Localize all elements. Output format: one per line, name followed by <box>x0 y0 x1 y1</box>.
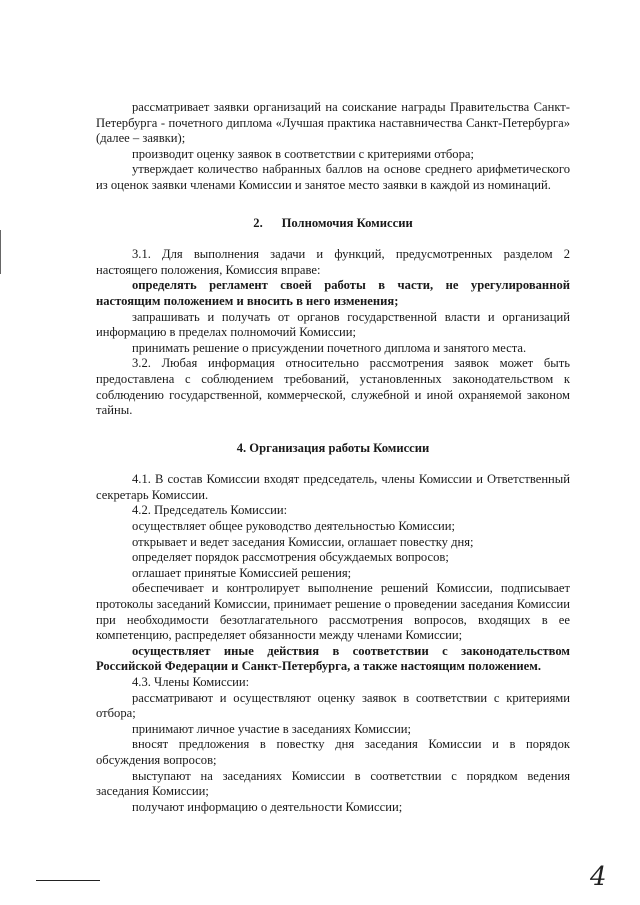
intro-paragraph-2: производит оценку заявок в соответствии с критериями отбора; <box>132 146 474 161</box>
page-number: 4 <box>590 862 607 892</box>
section-4-item: 4.3. Члены Комиссии: <box>132 675 250 689</box>
section-2-paragraph-1: 3.1. Для выполнения задачи и функций, предусмотренных разделом 2 настоящего положения, Комиссия вправе: <box>96 247 570 277</box>
section-4-item: вносят предложения в повестку дня заседания Комиссии и в порядок обсуждения вопросов; <box>96 737 570 767</box>
section-4-item: оглашает принятые Комиссией решения; <box>132 565 352 580</box>
section-4-item: выступают на заседаниях Комиссии в соответствии с порядком ведения заседания Комиссии; <box>96 768 570 799</box>
section-4-item: открывает и ведет заседания Комиссии, оглашает повестку дня; <box>132 534 474 549</box>
section-2-paragraph-4: принимать решение о присуждении почетного диплома и занятого места. <box>132 340 527 355</box>
section-4-item: получают информацию о деятельности Комиссии; <box>132 799 403 814</box>
section-4-item: осуществляет общее руководство деятельностью Комиссии; <box>132 519 456 534</box>
section-4-item: осуществляет иные действия в соответствии с законодательством Российской Федерации и Санкт-Петербурга, а также настоящим положением. <box>96 643 570 674</box>
intro-paragraph-1: рассматривает заявки организаций на соискание награды Правительства Санкт-Петербурга - почетного диплома «Лучшая практика наставничества Санкт-Петербурга» (далее – заявки); <box>96 100 570 146</box>
section-4-item: 4.2. Председатель Комиссии: <box>132 503 288 518</box>
section-4-heading: 4. Организация работы Комиссии <box>236 440 430 455</box>
section-4-item: определяет порядок рассмотрения обсуждаемых вопросов; <box>132 550 449 565</box>
section-2-paragraph-5: 3.2. Любая информация относительно рассмотрения заявок может быть предоставлена с соблюдением требований, установленных законодательством к соблюдению государственной, коммерческой, служебной и иной охраняемой законом тайны. <box>96 356 570 418</box>
footer-divider <box>36 880 100 881</box>
section-2-heading: 2. Полномочия Комиссии <box>253 215 413 230</box>
section-4-item: рассматривают и осуществляют оценку заявок в соответствии с критериями отбора; <box>96 690 570 721</box>
section-4-item: принимают личное участие в заседаниях Комиссии; <box>132 721 411 736</box>
section-4-item: 4.1. В состав Комиссии входят председатель, члены Комиссии и Ответственный секретарь Комиссии. <box>96 472 570 502</box>
section-2-paragraph-3: запрашивать и получать от органов государственной власти и организаций информацию в пределах полномочий Комиссии; <box>96 309 570 340</box>
section-2-paragraph-2: определять регламент своей работы в части, не урегулированной настоящим положением и вносить в него изменения; <box>96 278 570 308</box>
document-body <box>96 100 570 815</box>
scan-margin-mark <box>0 230 3 274</box>
intro-paragraph-3: утверждает количество набранных баллов на основе среднего арифметического из оценок заявки членами Комиссии и занятое место заявки в каждой из номинаций. <box>96 162 570 192</box>
section-4-item: обеспечивает и контролирует выполнение решений Комиссии, подписывает протоколы заседаний Комиссии, принимает решение о проведении заседания Комиссии при необходимости безотлагательного рассмотрения вопросов, входящих в ее компетенцию, распределяет обязанности между членами Комиссии; <box>96 581 570 643</box>
